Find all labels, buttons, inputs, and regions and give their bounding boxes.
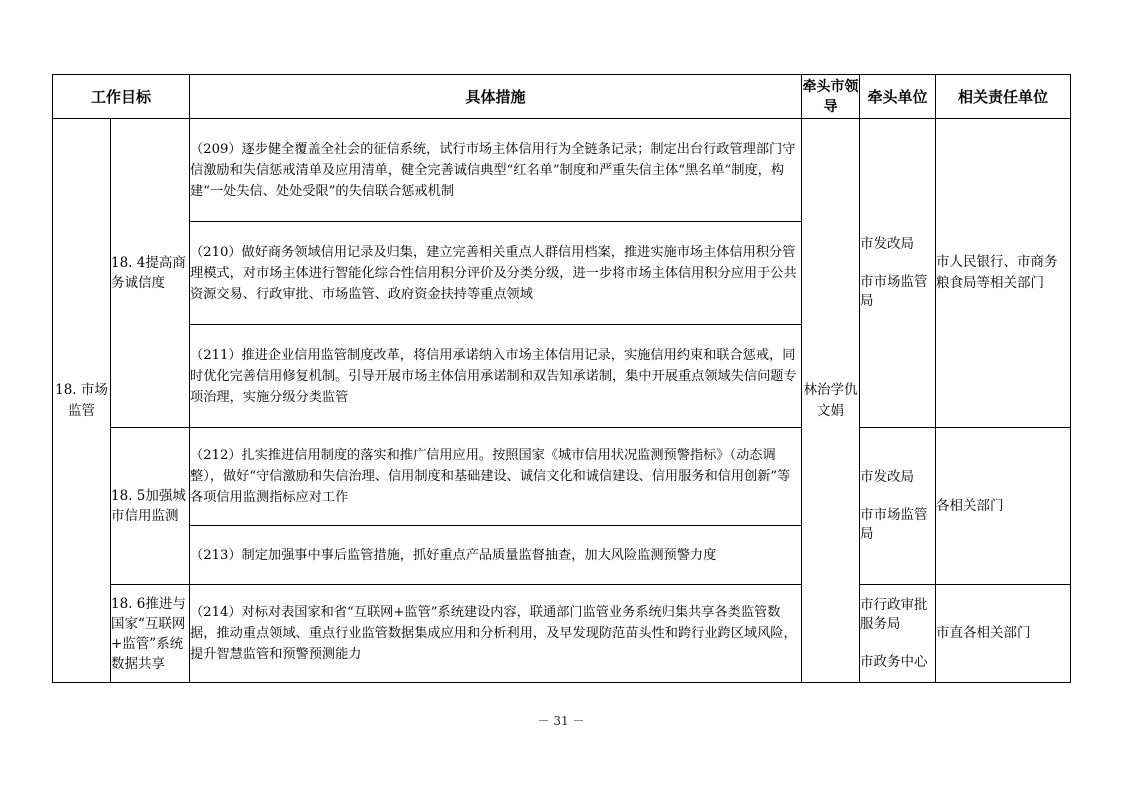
related-units-cell: 市人民银行、市商务粮食局等相关部门 — [936, 119, 1071, 428]
lead-unit-name: 市发改局 — [860, 469, 915, 485]
measure-cell: （211）推进企业信用监管制度改革，将信用承诺纳入市场主体信用记录，实施信用约束和联合惩戒，同时优化完善信用修复机制。引导开展市场主体信用承诺制和双告知承诺制，集中开展重点领域失信问题专项治理，实施分级分类监管 — [190, 325, 802, 428]
measure-cell: （213）制定加强事中事后监管措施，抓好重点产品质量监督抽查，加大风险监测预警力度 — [190, 526, 802, 585]
sub-goal-cell: 18. 6推进与国家“互联网+监管”系统数据共享 — [111, 585, 190, 683]
lead-unit-name: 市政务中心 — [860, 653, 928, 670]
lead-unit-name: 市市场监管局 — [860, 507, 928, 542]
lead-unit-cell — [860, 428, 936, 585]
header-lead-unit: 牵头单位 — [860, 75, 936, 119]
related-units-cell: 市直各相关部门 — [936, 585, 1071, 683]
measure-cell: （209）逐步健全覆盖全社会的征信系统，试行市场主体信用行为全链条记录；制定出台行政管理部门守信激励和失信惩戒清单及应用清单，健全完善诚信典型“红名单”制度和严重失信主体“黑名单”制度，构建“一处失信、处处受限”的失信联合惩戒机制 — [190, 119, 802, 222]
header-goal: 工作目标 — [53, 75, 190, 119]
table-row — [53, 119, 1071, 222]
lead-unit-cell — [860, 119, 936, 428]
table-row — [53, 428, 1071, 526]
table-header-row — [53, 75, 1071, 119]
measure-cell: （214）对标对表国家和省“互联网+监管”系统建设内容，联通部门监管业务系统归集共享各类监管数据，推动重点领域、重点行业监管数据集成应用和分析利用，及早发现防范苗头性和跨行业跨区域风险，提升智慧监管和预警预测能力 — [190, 585, 802, 683]
city-leader-cell: 林治学仇文娟 — [802, 119, 860, 683]
header-related-units: 相关责任单位 — [936, 75, 1071, 119]
related-units-cell: 各相关部门 — [936, 428, 1071, 585]
sub-goal-cell: 18. 5加强城市信用监测 — [111, 428, 190, 585]
page-number: － 31 － — [537, 714, 585, 728]
sub-goal-cell: 18. 4提高商务诚信度 — [111, 119, 190, 428]
lead-unit-cell — [860, 585, 936, 683]
lead-unit-name: 市市场监管局 — [860, 274, 928, 309]
header-city-leader: 牵头市领导 — [802, 75, 860, 119]
lead-unit-name: 市发改局 — [860, 236, 915, 252]
lead-unit-name: 市行政审批服务局 — [860, 596, 928, 632]
measure-cell: （212）扎实推进信用制度的落实和推广信用应用。按照国家《城市信用状况监测预警指标》（动态调整），做好“守信激励和失信治理、信用制度和基础建设、诚信文化和诚信建设、信用服务和信用创新”等各项信用监测指标应对工作 — [190, 428, 802, 526]
header-measures: 具体措施 — [190, 75, 802, 119]
goal-cell: 18. 市场监管 — [53, 119, 111, 683]
measure-cell: （210）做好商务领域信用记录及归集，建立完善相关重点人群信用档案，推进实施市场主体信用积分管理模式，对市场主体进行智能化综合性信用积分评价及分类分级，进一步将市场主体信用积分应用于公共资源交易、行政审批、市场监管、政府资金扶持等重点领域 — [190, 222, 802, 325]
table-row — [53, 585, 1071, 683]
work-plan-table — [52, 74, 1071, 683]
